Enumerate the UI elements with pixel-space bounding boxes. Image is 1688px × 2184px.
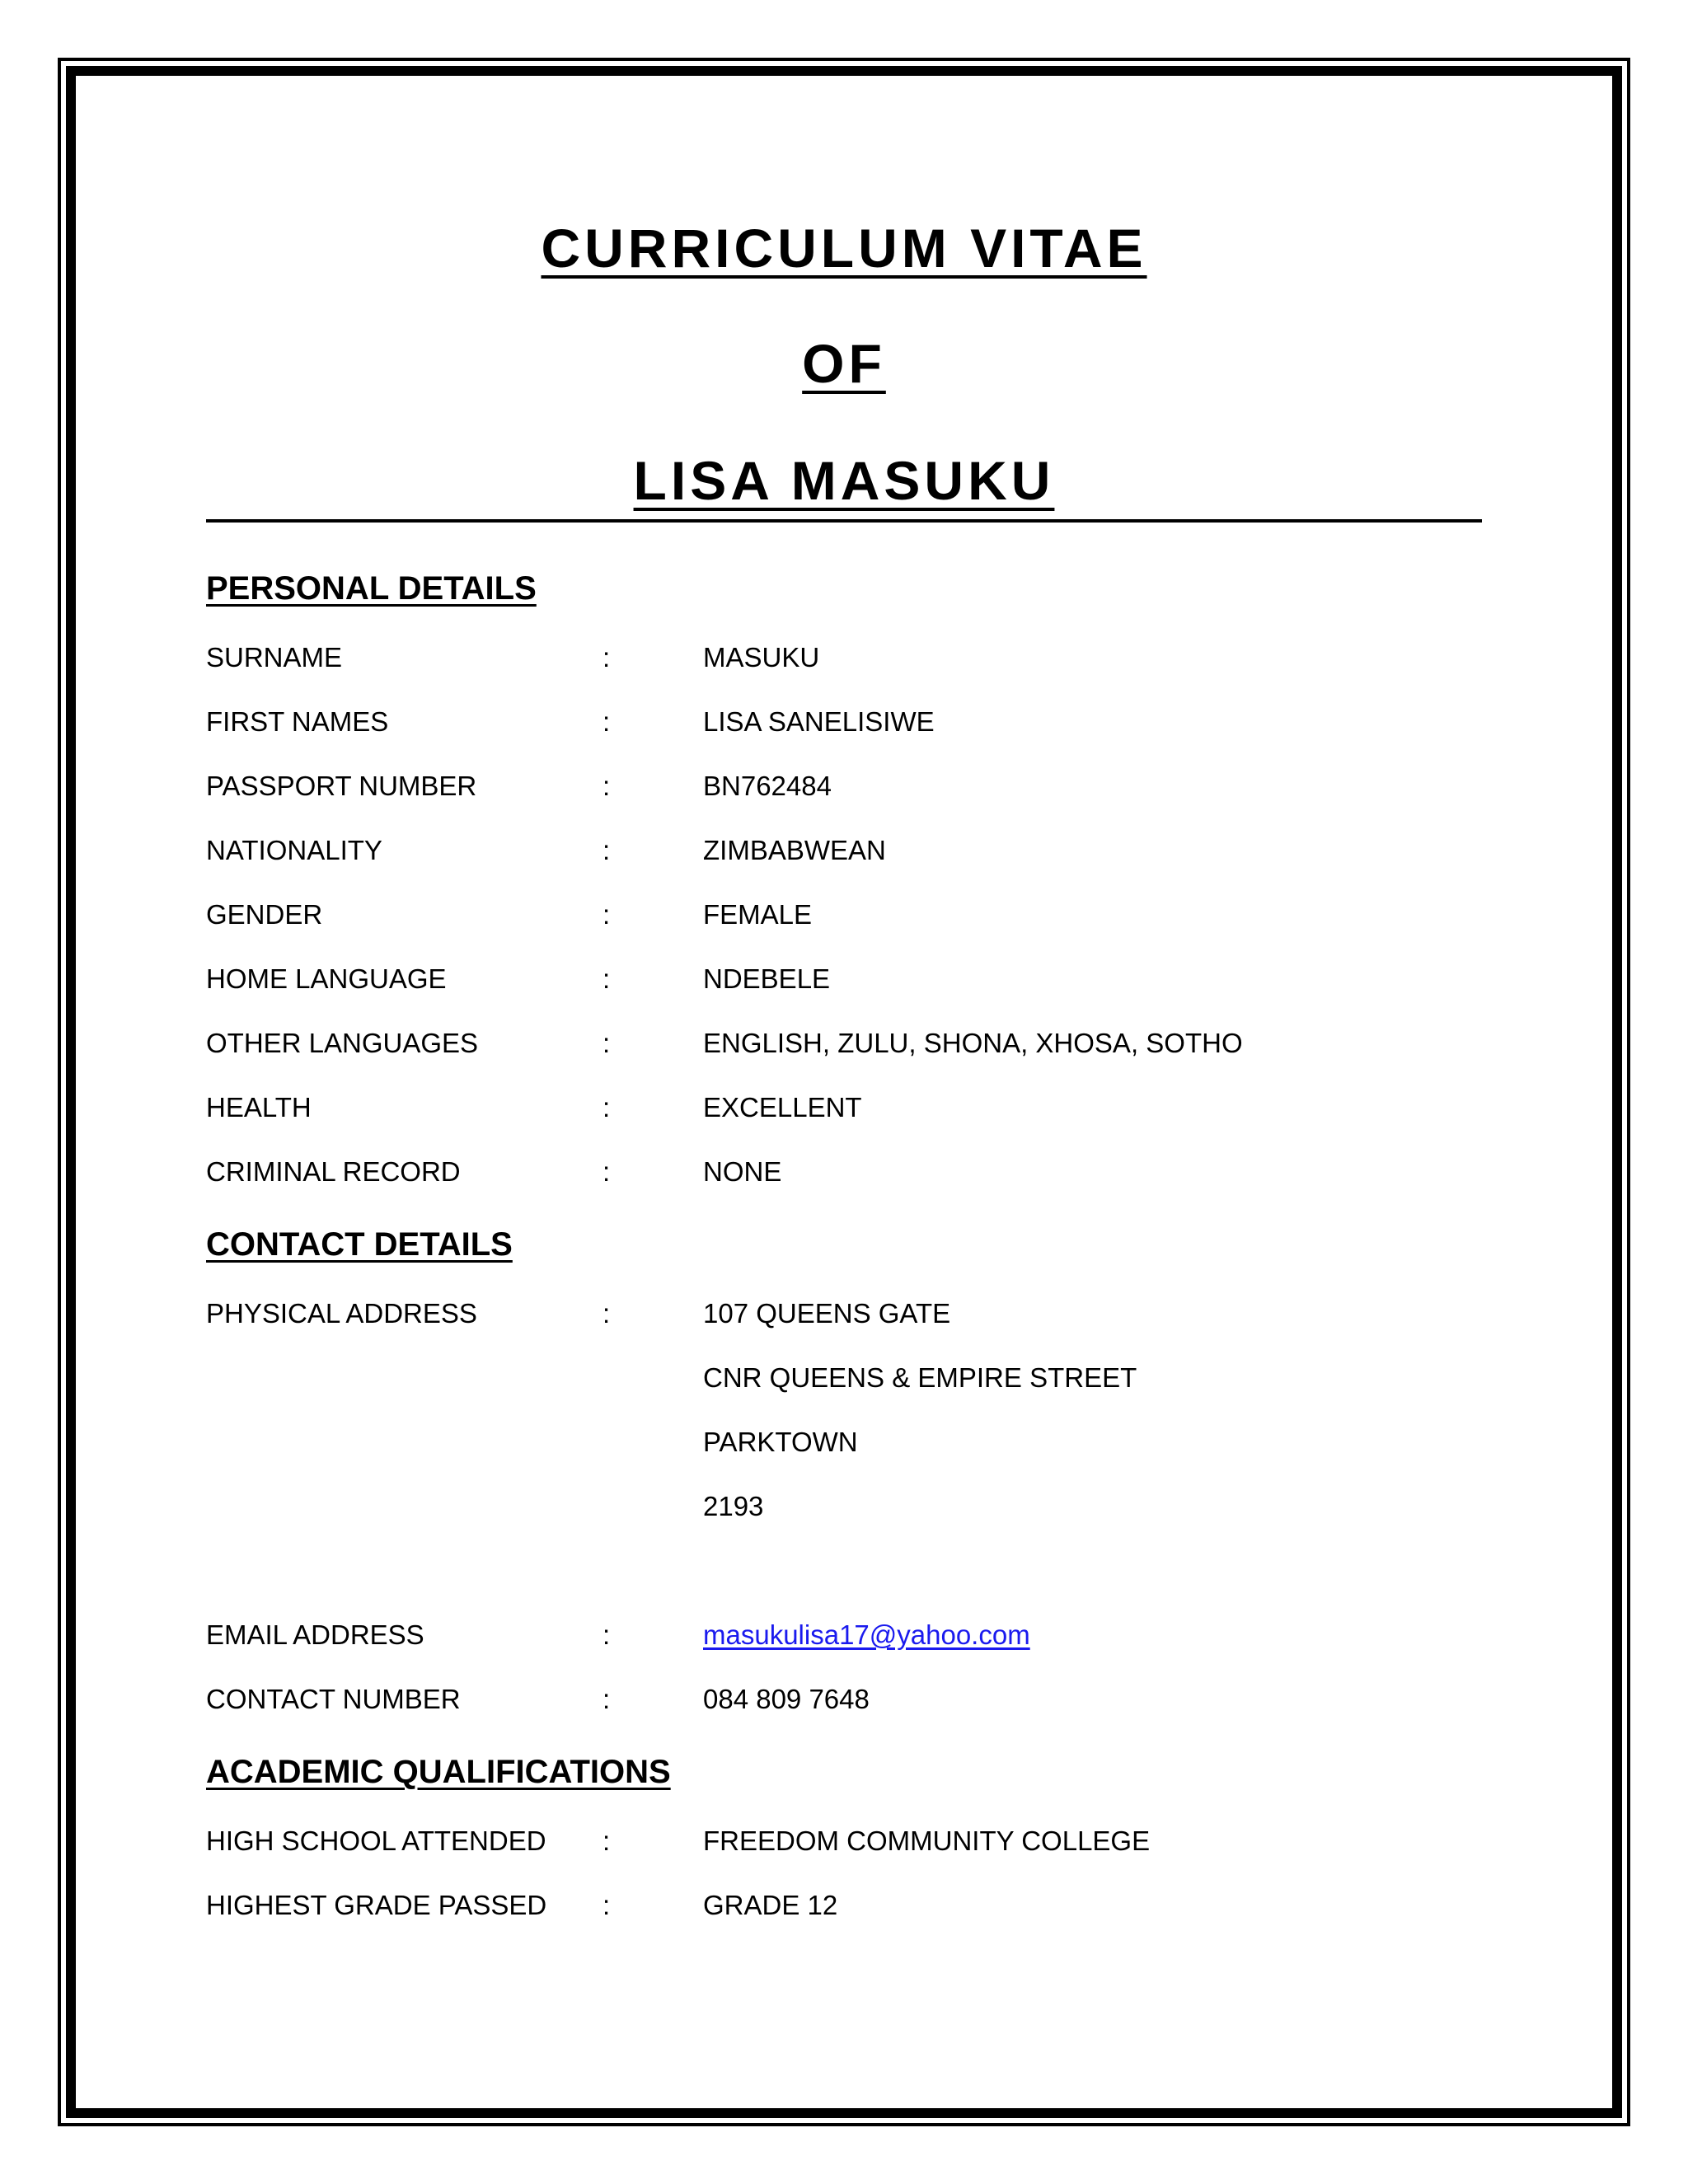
row-value: EXCELLENT bbox=[703, 1092, 862, 1122]
row-separator: : bbox=[603, 1684, 611, 1714]
row-label: NATIONALITY bbox=[206, 835, 382, 865]
row-value: LISA SANELISIWE bbox=[703, 706, 935, 737]
row-label: HEALTH bbox=[206, 1092, 312, 1122]
row-value: FREEDOM COMMUNITY COLLEGE bbox=[703, 1825, 1151, 1856]
address-line: 107 QUEENS GATE bbox=[703, 1298, 951, 1329]
row-label: PASSPORT NUMBER bbox=[206, 771, 477, 801]
address-line: CNR QUEENS & EMPIRE STREET bbox=[703, 1362, 1137, 1393]
detail-row-health bbox=[0, 1090, 1688, 1126]
row-label: HIGHEST GRADE PASSED bbox=[206, 1890, 547, 1920]
row-label: HIGH SCHOOL ATTENDED bbox=[206, 1825, 546, 1856]
detail-row-email-address bbox=[0, 1617, 1688, 1653]
row-value: 084 809 7648 bbox=[703, 1684, 870, 1714]
row-label: FIRST NAMES bbox=[206, 706, 389, 737]
row-label: CONTACT NUMBER bbox=[206, 1684, 461, 1714]
row-separator: : bbox=[603, 771, 611, 801]
detail-row-highest-grade bbox=[0, 1887, 1688, 1924]
title-name: LISA MASUKU bbox=[633, 450, 1055, 511]
detail-row-physical-address bbox=[0, 1296, 1688, 1332]
detail-row-first-names bbox=[0, 704, 1688, 740]
title-divider bbox=[206, 519, 1482, 523]
row-value: GRADE 12 bbox=[703, 1890, 838, 1920]
email-link[interactable]: masukulisa17@yahoo.com bbox=[703, 1619, 1030, 1650]
row-value: ZIMBABWEAN bbox=[703, 835, 886, 865]
detail-row-high-school bbox=[0, 1823, 1688, 1859]
row-separator: : bbox=[603, 1890, 611, 1920]
row-separator: : bbox=[603, 835, 611, 865]
address-continuation-row bbox=[0, 1488, 1688, 1525]
row-value: MASUKU bbox=[703, 642, 820, 673]
title-curriculum-vitae: CURRICULUM VITAE bbox=[541, 218, 1147, 279]
address-continuation-row bbox=[0, 1424, 1688, 1460]
row-label: PHYSICAL ADDRESS bbox=[206, 1298, 477, 1329]
section-heading-academic-qualifications: ACADEMIC QUALIFICATIONS bbox=[206, 1754, 671, 1790]
row-label: SURNAME bbox=[206, 642, 343, 673]
row-label: HOME LANGUAGE bbox=[206, 963, 447, 994]
row-separator: : bbox=[603, 1156, 611, 1187]
title-of: OF bbox=[802, 333, 886, 394]
section-heading-personal-details: PERSONAL DETAILS bbox=[206, 570, 537, 607]
detail-row-gender bbox=[0, 897, 1688, 933]
row-value: ENGLISH, ZULU, SHONA, XHOSA, SOTHO bbox=[703, 1028, 1243, 1058]
row-separator: : bbox=[603, 1825, 611, 1856]
detail-row-passport-number bbox=[0, 768, 1688, 804]
row-value: NONE bbox=[703, 1156, 782, 1187]
row-separator: : bbox=[603, 963, 611, 994]
row-separator: : bbox=[603, 1619, 611, 1650]
detail-row-other-languages bbox=[0, 1025, 1688, 1062]
row-separator: : bbox=[603, 642, 611, 673]
row-separator: : bbox=[603, 1028, 611, 1058]
row-label: OTHER LANGUAGES bbox=[206, 1028, 479, 1058]
row-label: GENDER bbox=[206, 899, 323, 930]
detail-row-surname bbox=[0, 640, 1688, 676]
row-separator: : bbox=[603, 1092, 611, 1122]
row-label: EMAIL ADDRESS bbox=[206, 1619, 424, 1650]
detail-row-home-language bbox=[0, 961, 1688, 997]
detail-row-nationality bbox=[0, 832, 1688, 869]
row-separator: : bbox=[603, 1298, 611, 1329]
address-continuation-row bbox=[0, 1360, 1688, 1396]
row-value: NDEBELE bbox=[703, 963, 831, 994]
row-value: FEMALE bbox=[703, 899, 813, 930]
detail-row-criminal-record bbox=[0, 1154, 1688, 1190]
row-separator: : bbox=[603, 706, 611, 737]
section-heading-contact-details: CONTACT DETAILS bbox=[206, 1226, 513, 1263]
detail-row-contact-number bbox=[0, 1681, 1688, 1718]
row-label: CRIMINAL RECORD bbox=[206, 1156, 461, 1187]
address-line: PARKTOWN bbox=[703, 1427, 858, 1457]
row-value: BN762484 bbox=[703, 771, 832, 801]
row-separator: : bbox=[603, 899, 611, 930]
address-line: 2193 bbox=[703, 1491, 764, 1521]
